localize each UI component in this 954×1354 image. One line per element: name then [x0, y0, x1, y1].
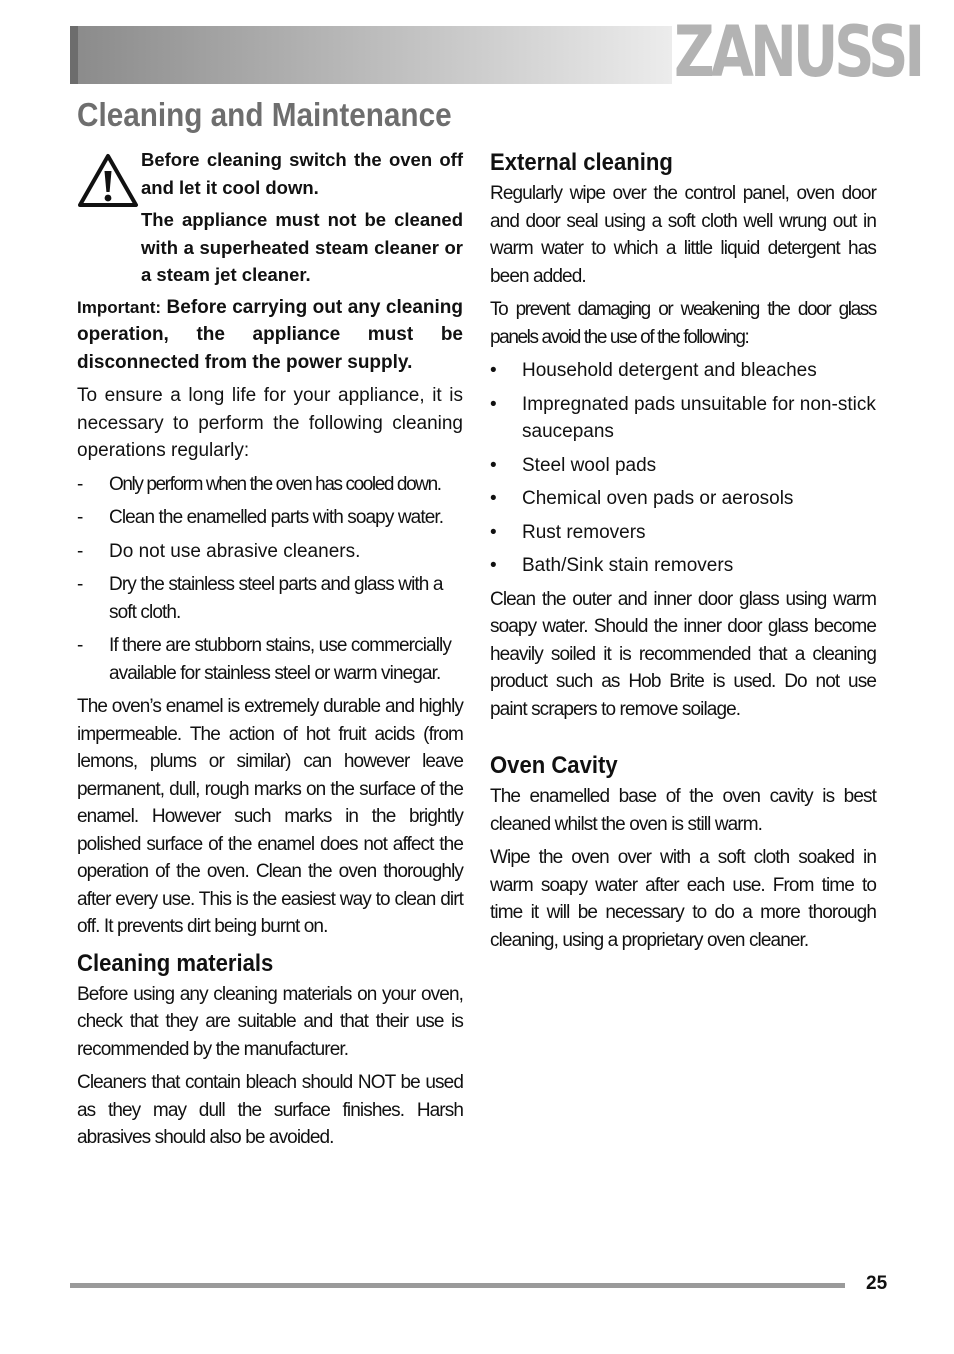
warning-line: The appliance must not be cleaned with a superheated steam cleaner or a steam jet cleaner.: [141, 209, 463, 285]
section-heading-cleaning-materials: Cleaning materials: [77, 949, 274, 977]
list-item: • Impregnated pads unsuitable for non-stick saucepans: [490, 391, 876, 446]
important-text: Before carrying out any cleaning operation, the appliance must be disconnected from the power supply.: [77, 296, 463, 373]
list-item: - Only perform when the oven has cooled down.: [77, 471, 463, 499]
enamel-paragraph: The oven’s enamel is extremely durable and highly impermeable. The action of hot fruit acids (from lemons, plums or similar) can however leave permanent, dull, rough marks on the surface of the enamel. However such marks in the brightly polished surface of the enamel does not affect the operation of the oven. Clean the oven thoroughly after every use. This is the easiest way to clean dirt off. It prevents dirt being burnt on.: [77, 696, 463, 937]
cavity-paragraph: The enamelled base of the oven cavity is best cleaned whilst the oven is still warm.: [490, 786, 876, 835]
glass-paragraph: Clean the outer and inner door glass using warm soapy water. Should the inner door glass become heavily soiled it is recommended that a cleaning product such as Hob Brite is used. Do not use paint scrapers to remove soilage.: [490, 588, 876, 720]
cavity-paragraph: Wipe the oven over with a soft cloth soaked in warm soapy water after each use. From time to time it will be necessary to do a more thorough cleaning, using a proprietary oven cleaner.: [490, 847, 876, 951]
warning-line: Before cleaning switch the oven off and let it cool down.: [141, 149, 463, 198]
section-heading-oven-cavity: Oven Cavity: [490, 752, 618, 779]
list-item: - If there are stubborn stains, use commercially available for stainless steel or warm vinegar.: [77, 632, 463, 687]
cleaning-steps-list: [77, 471, 463, 688]
list-item: - Do not use abrasive cleaners.: [77, 538, 463, 566]
avoid-list: [490, 357, 876, 580]
external-paragraph: To prevent damaging or weakening the door glass panels avoid the use of the following:: [490, 299, 876, 348]
page-title: Cleaning and Maintenance: [77, 96, 452, 133]
warning-text: [141, 146, 463, 289]
list-item: • Household detergent and bleaches: [490, 357, 876, 385]
warning-triangle-icon: [77, 152, 139, 208]
warning-block: [77, 146, 463, 289]
brand-logo: ZANUSSI: [674, 11, 922, 93]
materials-paragraph: Before using any cleaning materials on your oven, check that they are suitable and that their use is recommended by the manufacturer.: [77, 983, 463, 1060]
important-notice: [77, 294, 463, 377]
list-item: • Steel wool pads: [490, 452, 876, 480]
footer-bar: [70, 1283, 845, 1288]
important-label: Important:: [77, 297, 162, 317]
page-number: 25: [866, 1273, 888, 1294]
left-column: [77, 146, 463, 1158]
list-item: • Rust removers: [490, 519, 876, 547]
list-item: - Clean the enamelled parts with soapy water.: [77, 504, 463, 532]
right-column: [490, 146, 876, 960]
section-heading-external-cleaning: External cleaning: [490, 149, 673, 176]
materials-paragraph: Cleaners that contain bleach should NOT be used as they may dull the surface finishes. Harsh abrasives should also be avoided.: [77, 1072, 463, 1148]
intro-paragraph: To ensure a long life for your appliance, it is necessary to perform the following cleaning operations regularly:: [77, 385, 463, 461]
list-item: - Dry the stainless steel parts and glass with a soft cloth.: [77, 571, 463, 626]
external-paragraph: Regularly wipe over the control panel, oven door and door seal using a soft cloth well wrung out in warm water to which a little liquid detergent has been added.: [490, 183, 876, 287]
list-item: • Bath/Sink stain removers: [490, 552, 876, 580]
list-item: • Chemical oven pads or aerosols: [490, 485, 876, 513]
header-bar: [70, 26, 672, 84]
